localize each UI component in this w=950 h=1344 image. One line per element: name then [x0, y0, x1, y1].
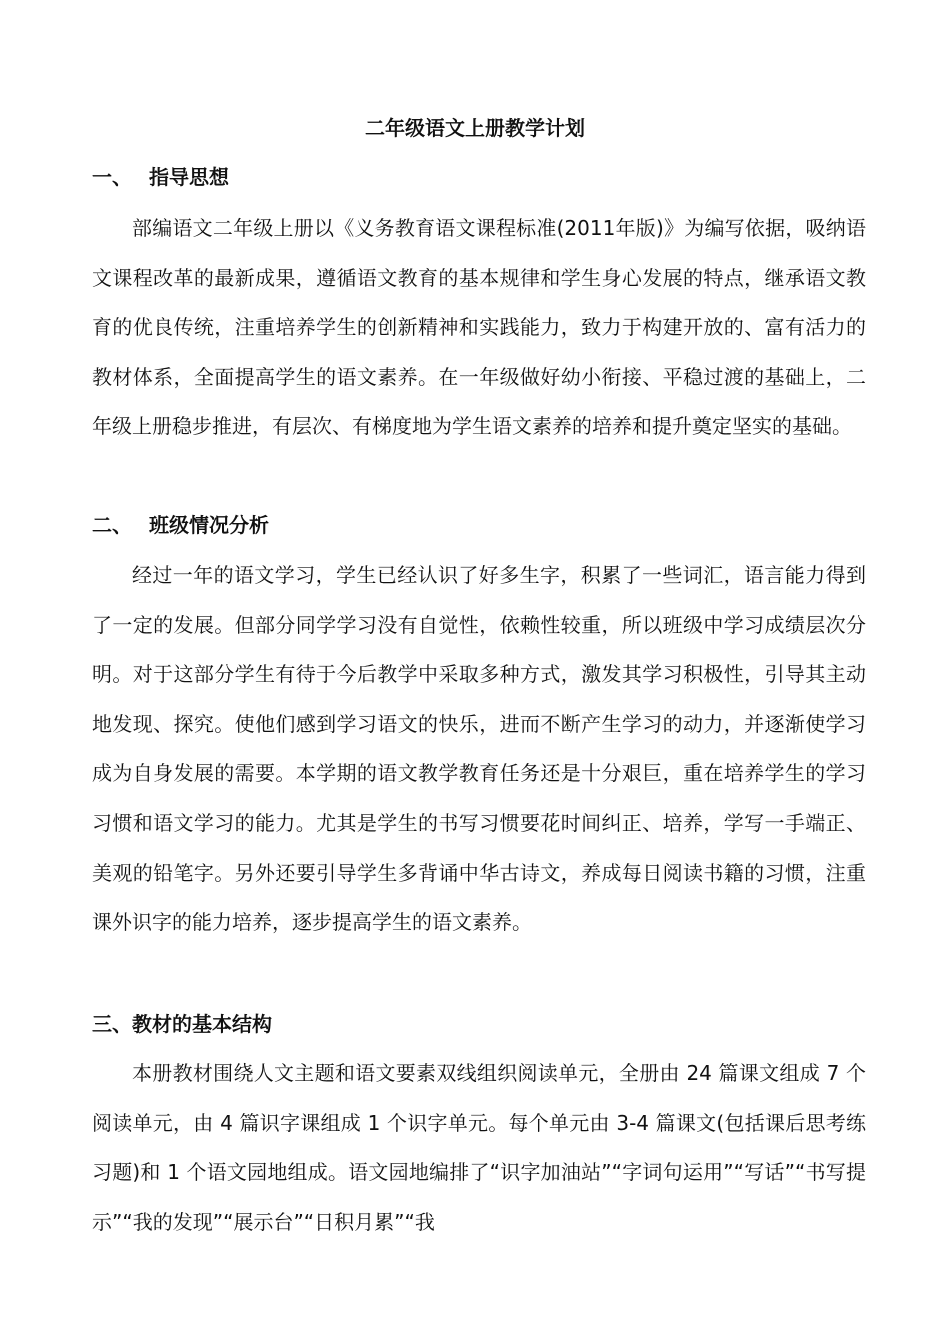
section-heading-class-analysis [92, 511, 269, 539]
section-paragraph-class-analysis: 经过一年的语文学习，学生已经认识了好多生字，积累了一些词汇，语言能力得到了一定的发展。但部分同学学习没有自觉性，依赖性较重，所以班级中学习成绩层次分明。对于这部分学生有待于今后教学中采取多种方式，激发其学习积极性，引导其主动地发现、探究。使他们感到学习语文的快乐，进而不断产生学习的动力，并逐渐使学习成为自身发展的需要。本学期的语文教学教育任务还是十分艰巨，重在培养学生的学习习惯和语文学习的能力。尤其是学生的书写习惯要花时间纠正、培养，学写一手端正、美观的铅笔字。另外还要引导学生多背诵中华古诗文，养成每日阅读书籍的习惯，注重课外识字的能力培养，逐步提高学生的语文素养。 [92, 563, 866, 935]
document-title: 二年级语文上册教学计划 [365, 116, 585, 140]
section-heading-text: 班级情况分析 [149, 513, 269, 537]
section-heading-textbook-structure: 三、教材的基本结构 [92, 1012, 272, 1036]
section-number: 二、 [92, 513, 132, 537]
section-number: 一、 [92, 165, 132, 189]
section-heading-guiding-ideology [92, 163, 229, 191]
section-paragraph-guiding-ideology: 部编语文二年级上册以《义务教育语文课程标准(2011年版)》为编写依据，吸纳语文课程改革的最新成果，遵循语文教育的基本规律和学生身心发展的特点，继承语文教育的优良传统，注重培养学生的创新精神和实践能力，致力于构建开放的、富有活力的教材体系，全面提高学生的语文素养。在一年级做好幼小衔接、平稳过渡的基础上，二年级上册稳步推进，有层次、有梯度地为学生语文素养的培养和提升奠定坚实的基础。 [92, 216, 866, 439]
section-paragraph-textbook-structure: 本册教材围绕人文主题和语文要素双线组织阅读单元，全册由 24 篇课文组成 7 个阅读单元，由 4 篇识字课组成 1 个识字单元。每个单元由 3-4 篇课文(包括课后思考练习题)和 1 个语文园地组成。语文园地编排了“识字加油站”“字词句运用”“写话”“书写提示”“我的发现”“展示台”“日积月累”“我 [92, 1061, 866, 1234]
section-heading-text: 指导思想 [149, 165, 229, 189]
